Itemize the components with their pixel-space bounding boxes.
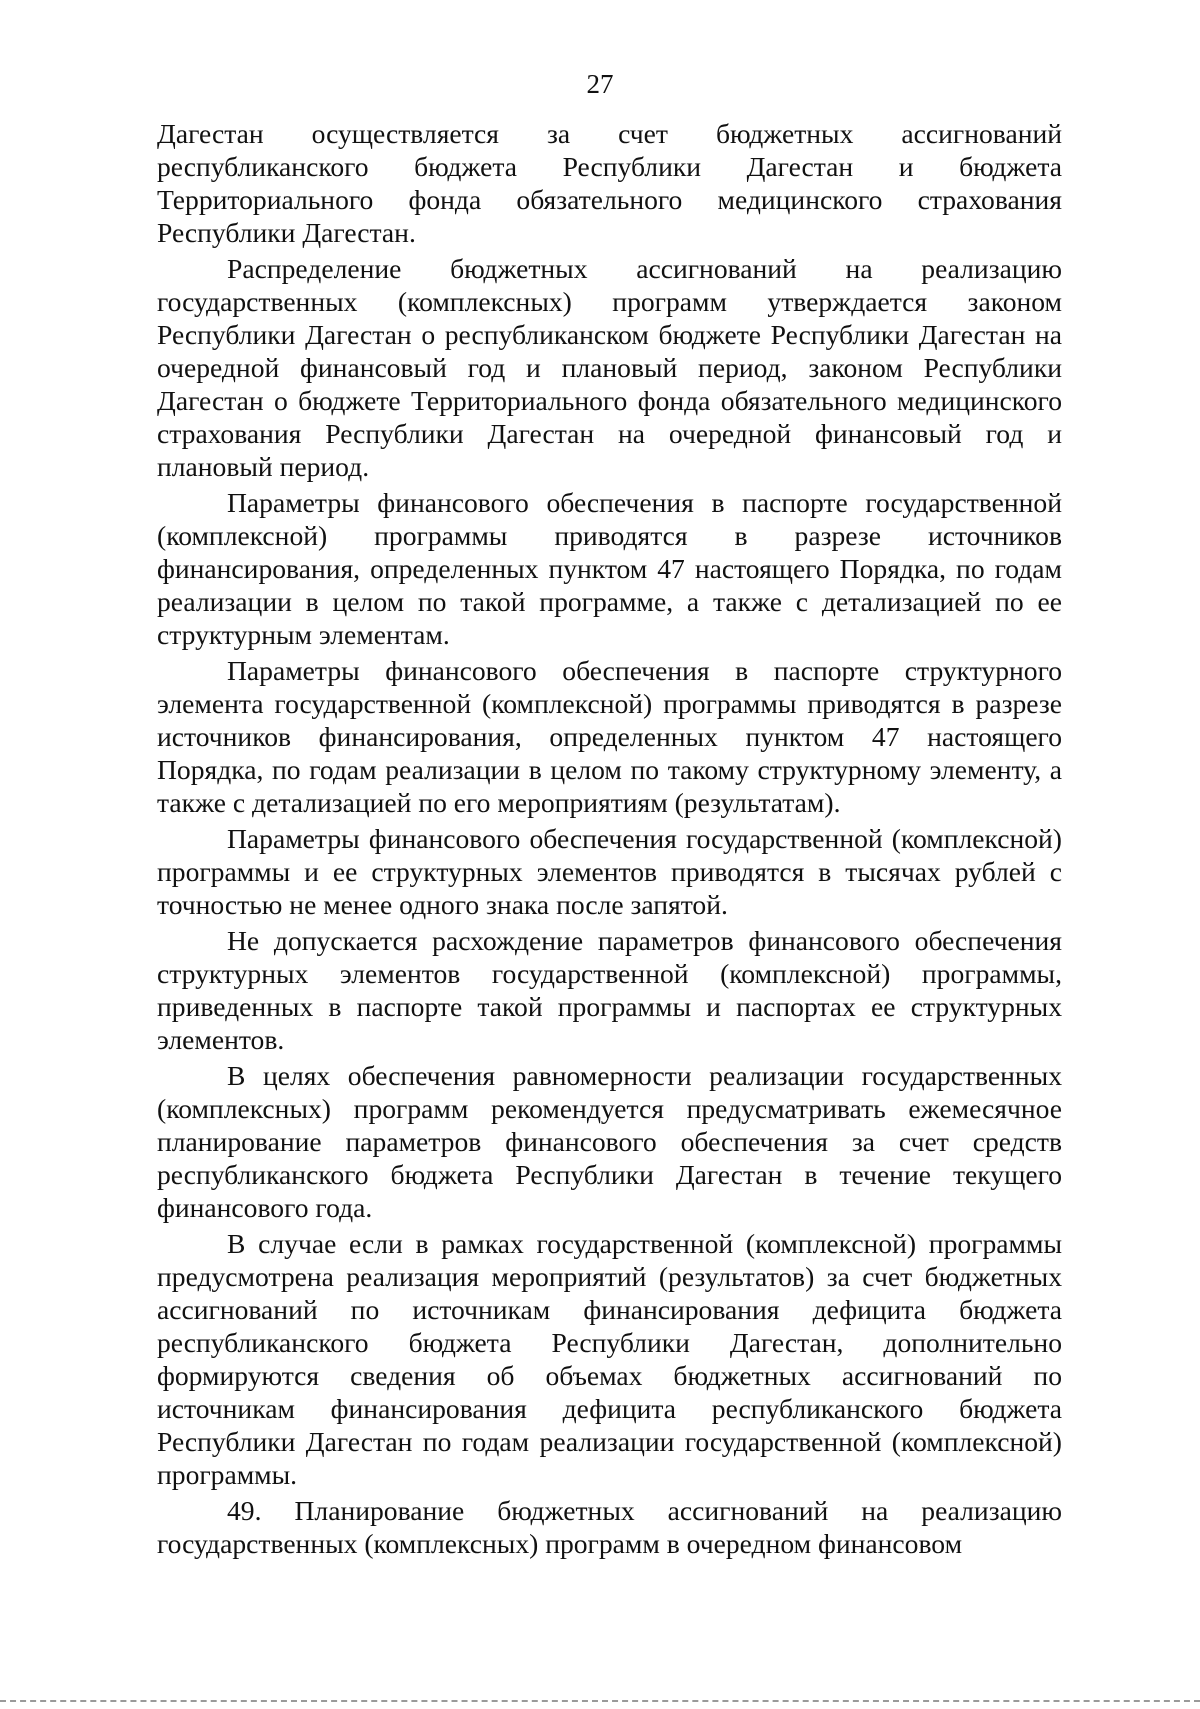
paragraph-discrepancy-rule: Не допускается расхождение параметров финансового обеспечения структурных элементов государственной (комплексной) программы, приведенных в паспорте такой программы и паспортах ее структурных элементов. <box>157 925 1062 1055</box>
paragraph-item-49: 49. Планирование бюджетных ассигнований на реализацию государственных (комплексных) программ в очередном финансовом <box>157 1495 1062 1559</box>
paragraph-program-passport-parameters: Параметры финансового обеспечения в паспорте государственной (комплексной) программы приводятся в разрезе источников финансирования, определенных пунктом 47 настоящего Порядка, по годам реализации в целом по такой программе, а также с детализацией по ее структурным элементам. <box>157 487 1062 650</box>
paragraph-parameters-units: Параметры финансового обеспечения государственной (комплексной) программы и ее структурных элементов приводятся в тысячах рублей с точностью не менее одного знака после запятой. <box>157 823 1062 920</box>
paragraph-structural-element-parameters: Параметры финансового обеспечения в паспорте структурного элемента государственной (комплексной) программы приводятся в разрезе источников финансирования, определенных пунктом 47 настоящего Порядка, по годам реализации в целом по такому структурному элементу, а также с детализацией по его мероприятиям (результатам). <box>157 655 1062 818</box>
paragraph-budget-distribution: Распределение бюджетных ассигнований на реализацию государственных (комплексных) программ утверждается законом Республики Дагестан о республиканском бюджете Республики Дагестан на очередной финансовый год и плановый период, законом Республики Дагестан о бюджете Территориального фонда обязательного медицинского страхования Республики Дагестан на очередной финансовый год и плановый период. <box>157 253 1062 482</box>
scan-bottom-edge <box>0 1700 1200 1702</box>
paragraph-deficit-financing: В случае если в рамках государственной (комплексной) программы предусмотрена реализация мероприятий (результатов) за счет бюджетных ассигнований по источникам финансирования дефицита бюджета республиканского бюджета Республики Дагестан, дополнительно формируются сведения об объемах бюджетных ассигнований по источникам финансирования дефицита республиканского бюджета Республики Дагестан по годам реализации государственной (комплексной) программы. <box>157 1228 1062 1490</box>
paragraph-continuation: Дагестан осуществляется за счет бюджетных ассигнований республиканского бюджета Республики Дагестан и бюджета Территориального фонда обязательного медицинского страхования Республики Дагестан. <box>157 118 1062 248</box>
paragraph-monthly-planning: В целях обеспечения равномерности реализации государственных (комплексных) программ рекомендуется предусматривать ежемесячное планирование параметров финансового обеспечения за счет средств республиканского бюджета Республики Дагестан в течение текущего финансового года. <box>157 1060 1062 1223</box>
page-number: 27 <box>586 69 614 99</box>
document-body <box>157 117 1062 1560</box>
